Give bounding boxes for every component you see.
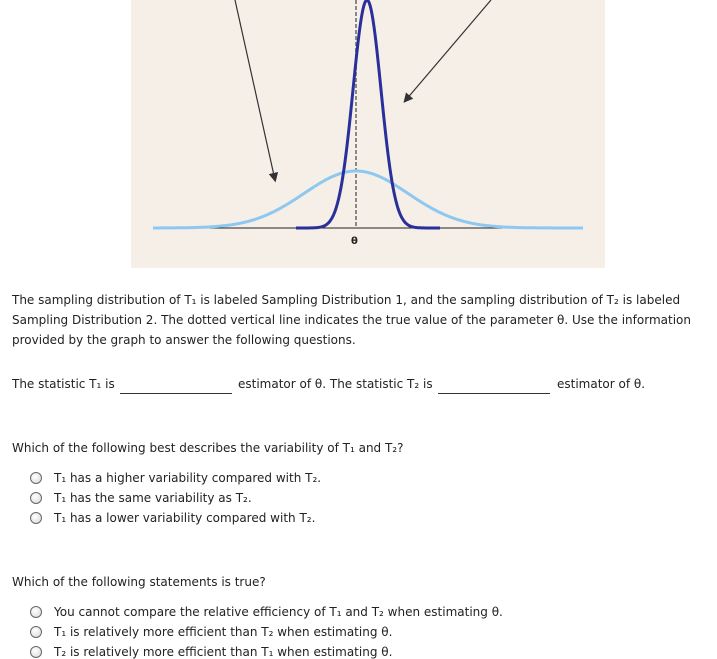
- option-label[interactable]: T₁ has a higher variability compared with T₂.: [54, 471, 322, 485]
- arrow-distribution-2: [405, 0, 491, 101]
- fill-text-2: estimator of θ. The statistic T₂ is: [238, 377, 433, 391]
- variability-question: Which of the following best describes the variability of T₁ and T₂?: [12, 441, 404, 455]
- t1-estimator-dropdown[interactable]: [120, 393, 232, 394]
- sampling-distribution-1-curve: [153, 171, 583, 228]
- fill-text-1: The statistic T₁ is: [12, 377, 115, 391]
- radio-button[interactable]: [30, 472, 42, 484]
- fill-text-3: estimator of θ.: [557, 377, 646, 391]
- radio-button[interactable]: [30, 492, 42, 504]
- radio-button[interactable]: [30, 512, 42, 524]
- sampling-distribution-2-curve: [296, 0, 440, 228]
- option-label[interactable]: T₁ is relatively more efficient than T₂ when estimating θ.: [54, 625, 393, 639]
- theta-label: θ: [351, 236, 358, 247]
- radio-button[interactable]: [30, 606, 42, 618]
- arrow-distribution-1: [235, 0, 275, 180]
- graph-svg: [0, 0, 717, 270]
- t2-estimator-dropdown[interactable]: [438, 393, 550, 394]
- option-label[interactable]: T₂ is relatively more efficient than T₁ when estimating θ.: [54, 645, 393, 659]
- option-label[interactable]: T₁ has a lower variability compared with T₂.: [54, 511, 316, 525]
- option-label[interactable]: T₁ has the same variability as T₂.: [54, 491, 252, 505]
- efficiency-question: Which of the following statements is true?: [12, 575, 266, 589]
- problem-intro: The sampling distribution of T₁ is labeled Sampling Distribution 1, and the sampling distribution of T₂ is labeled Sampling Distribution 2. The dotted vertical line indicates the true value of the parameter θ. Use the information provided by the graph to answer the following questions.: [12, 293, 691, 347]
- option-label[interactable]: You cannot compare the relative efficiency of T₁ and T₂ when estimating θ.: [54, 605, 503, 619]
- radio-button[interactable]: [30, 626, 42, 638]
- radio-button[interactable]: [30, 646, 42, 658]
